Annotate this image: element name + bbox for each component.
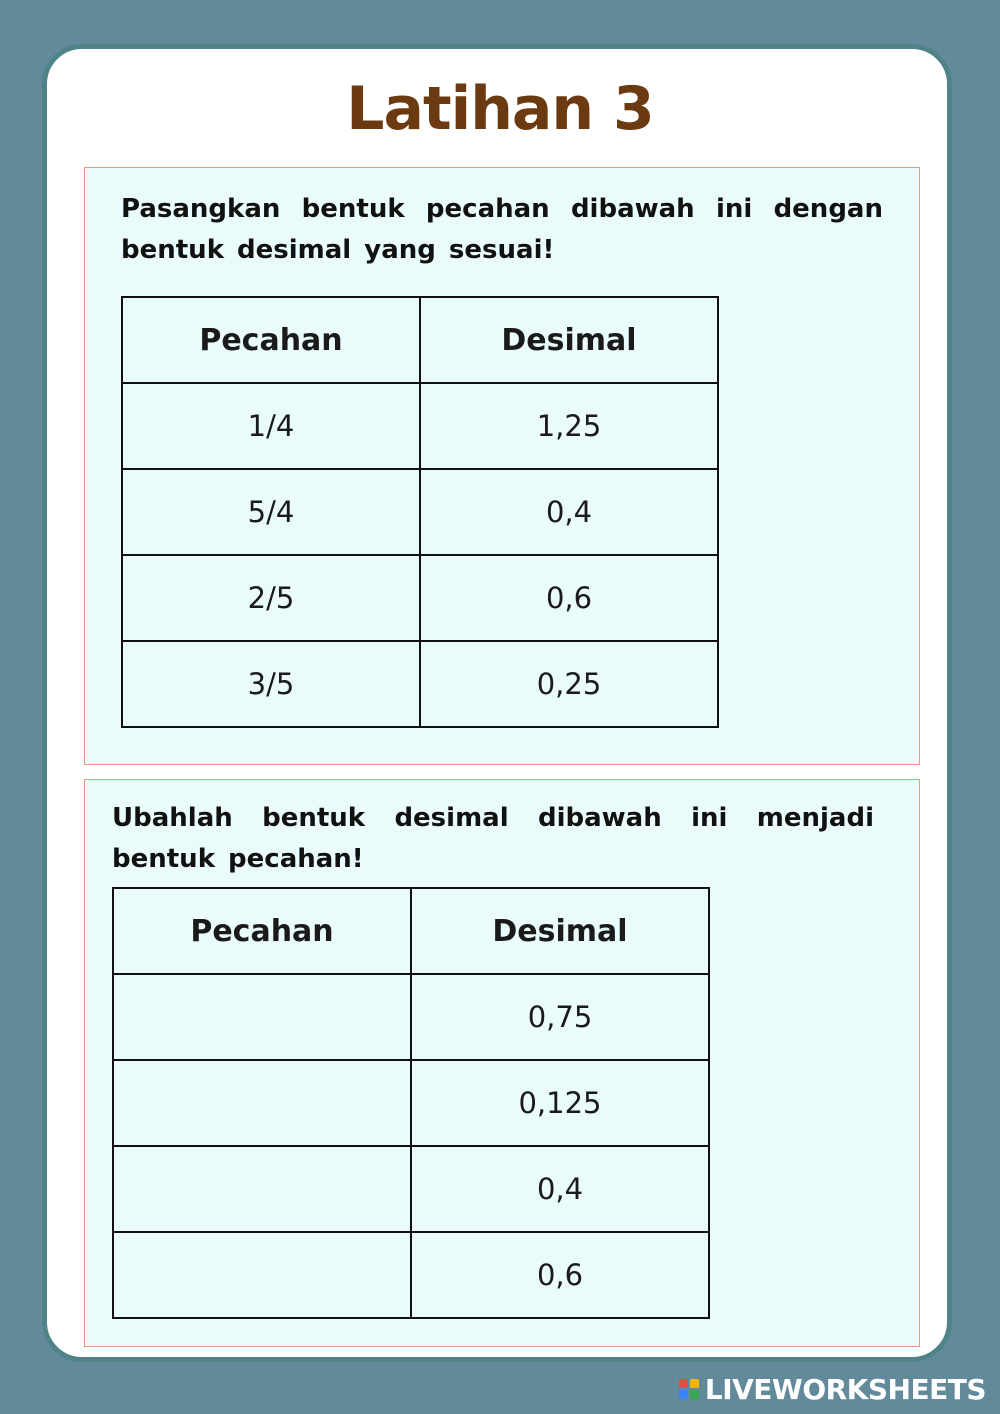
table-header-row: [113, 888, 709, 974]
conversion-instruction: Ubahlah bentuk desimal dibawah ini menjadi bentuk pecahan!: [112, 803, 874, 874]
fraction-cell: 3/5: [122, 641, 420, 727]
matching-table: [121, 296, 719, 728]
table-row: [113, 1232, 709, 1318]
matching-instruction: Pasangkan bentuk pecahan dibawah ini dengan bentuk desimal yang sesuai!: [121, 194, 883, 265]
decimal-cell: 0,75: [411, 974, 709, 1060]
decimal-cell: 0,125: [411, 1060, 709, 1146]
fraction-cell: 1/4: [122, 383, 420, 469]
conversion-table: [112, 887, 710, 1319]
fraction-answer-cell[interactable]: [113, 1060, 411, 1146]
table-row: [113, 1060, 709, 1146]
liveworksheets-logo-icon: [679, 1379, 699, 1399]
table-row: [113, 974, 709, 1060]
fraction-cell: 5/4: [122, 469, 420, 555]
matching-section: [84, 167, 920, 765]
table-row: [122, 383, 718, 469]
table-row: [122, 555, 718, 641]
decimal-cell[interactable]: 0,25: [420, 641, 718, 727]
fraction-answer-cell[interactable]: [113, 974, 411, 1060]
liveworksheets-logo: [679, 1372, 986, 1406]
fraction-answer-cell[interactable]: [113, 1146, 411, 1232]
page-title: Latihan 3: [346, 74, 654, 144]
table-row: [122, 469, 718, 555]
conversion-section: [84, 779, 920, 1347]
fraction-answer-cell[interactable]: [113, 1232, 411, 1318]
decimal-cell: 0,6: [411, 1232, 709, 1318]
header-pecahan: Pecahan: [122, 297, 420, 383]
table-header-row: [122, 297, 718, 383]
decimal-cell[interactable]: 1,25: [420, 383, 718, 469]
decimal-cell: 0,4: [411, 1146, 709, 1232]
decimal-cell[interactable]: 0,4: [420, 469, 718, 555]
fraction-cell: 2/5: [122, 555, 420, 641]
brand-name: LIVEWORKSHEETS: [704, 1372, 986, 1406]
header-desimal: Desimal: [411, 888, 709, 974]
header-desimal: Desimal: [420, 297, 718, 383]
decimal-cell[interactable]: 0,6: [420, 555, 718, 641]
table-row: [122, 641, 718, 727]
header-pecahan: Pecahan: [113, 888, 411, 974]
table-row: [113, 1146, 709, 1232]
